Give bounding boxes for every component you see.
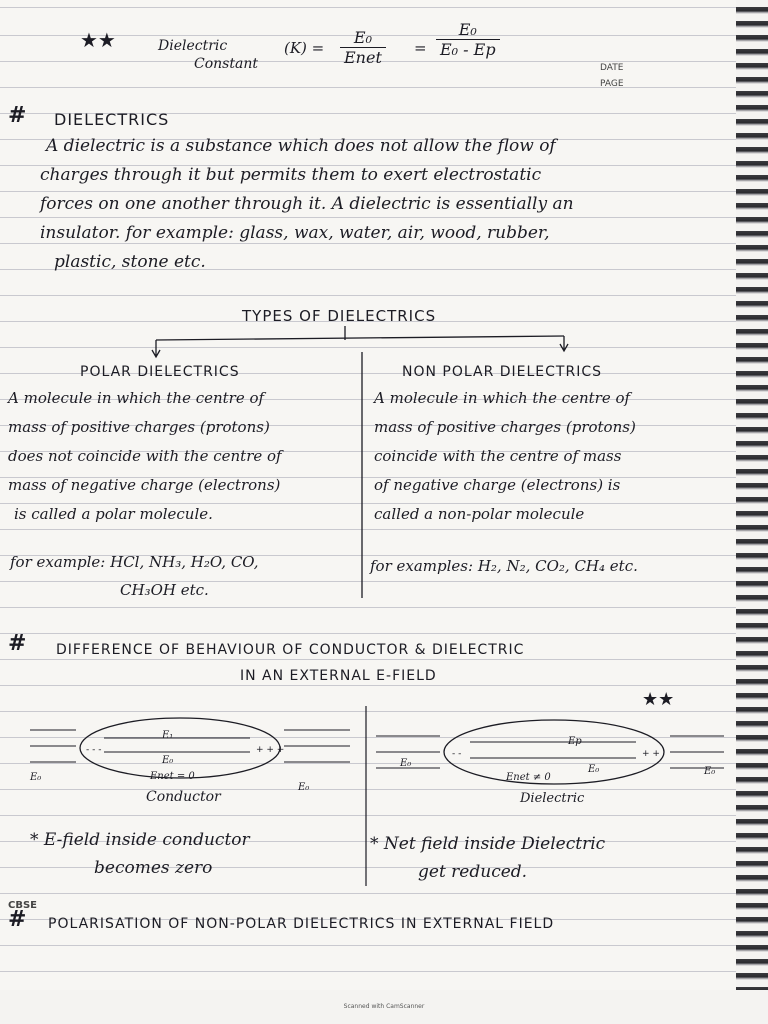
polar-example-2: CH₃OH etc. xyxy=(120,581,209,599)
dielectric-body xyxy=(444,720,664,784)
header-stars: ★★ xyxy=(80,28,116,52)
dielectric-negative-charges: - - xyxy=(452,749,462,759)
polar-example-1: for example: HCl, NH₃, H₂O, CO, xyxy=(10,553,259,571)
date-label: DATE xyxy=(600,63,624,73)
types-left-arrow xyxy=(152,340,160,357)
section-3-title: POLARISATION OF NON-POLAR DIELECTRICS IN EXTERNAL FIELD xyxy=(48,916,555,932)
types-title: TYPES OF DIELECTRICS xyxy=(242,307,437,325)
conductor-outer-e0-left: E₀ xyxy=(30,772,42,783)
header-equals: = xyxy=(414,39,427,57)
paragraph-line: A dielectric is a substance which does not allow the flow of xyxy=(46,136,556,156)
header-constant-word: Constant xyxy=(194,56,258,72)
conductor-positive-charges: + + + xyxy=(256,745,285,755)
dielectric-outer-e0-right: E₀ xyxy=(704,766,716,777)
fraction-2-numerator: E₀ xyxy=(436,20,500,40)
fraction-2-denominator: E₀ - Ep xyxy=(440,40,496,59)
conductor-enet-label: Enet = 0 xyxy=(150,771,195,782)
nonpolar-line: mass of positive charges (protons) xyxy=(374,418,636,436)
dielectric-positive-charges: + + xyxy=(642,749,660,759)
nonpolar-heading: NON POLAR DIELECTRICS xyxy=(402,364,602,380)
dielectric-note-line-1: * Net field inside Dielectric xyxy=(370,834,606,854)
section-1-title: DIELECTRICS xyxy=(54,110,170,129)
polar-line: mass of positive charges (protons) xyxy=(8,418,270,436)
header-dielectric-word: Dielectric xyxy=(158,38,228,54)
section-2-hash: # xyxy=(8,631,27,656)
page-label: PAGE xyxy=(600,79,624,89)
paragraph-line: charges through it but permits them to exert electrostatic xyxy=(40,165,542,185)
types-tree-horizontal xyxy=(156,336,564,340)
cbse-tag: CBSE xyxy=(8,900,37,911)
fraction-1-numerator: E₀ xyxy=(340,28,386,48)
conductor-caption: Conductor xyxy=(146,789,221,805)
polar-line: A molecule in which the centre of xyxy=(8,389,265,407)
section-2-stars: ★★ xyxy=(642,689,675,710)
conductor-body xyxy=(80,718,280,778)
nonpolar-example: for examples: H₂, N₂, CO₂, CH₄ etc. xyxy=(370,557,638,575)
dielectric-enet-label: Enet ≠ 0 xyxy=(506,772,551,783)
types-right-arrow xyxy=(560,336,568,351)
dielectric-e0-inner-label: E₀ xyxy=(588,764,600,775)
polar-line: is called a polar molecule. xyxy=(14,505,213,523)
notebook-spiral-binding xyxy=(736,0,768,990)
polar-line: does not coincide with the centre of xyxy=(8,447,282,465)
section-1-hash: # xyxy=(8,103,27,128)
scanner-watermark: Scanned with CamScanner xyxy=(343,1003,425,1010)
nonpolar-line: A molecule in which the centre of xyxy=(374,389,631,407)
section-3-hash: # xyxy=(8,907,27,932)
paragraph-line: insulator. for example: glass, wax, water, air, wood, rubber, xyxy=(40,223,550,243)
conductor-note-line-1: * E-field inside conductor xyxy=(30,830,250,850)
polar-line: mass of negative charge (electrons) xyxy=(8,476,281,494)
fraction-1-denominator: Enet xyxy=(344,48,382,67)
nonpolar-line: coincide with the centre of mass xyxy=(374,447,622,465)
conductor-negative-charges: - - - xyxy=(86,745,102,755)
paragraph-line: forces on one another through it. A dielectric is essentially an xyxy=(40,194,574,214)
dielectric-note-line-2: get reduced. xyxy=(418,862,528,882)
polar-heading: POLAR DIELECTRICS xyxy=(80,364,240,380)
conductor-e1-label: E₁ xyxy=(162,730,174,741)
dielectric-ep-label: Ep xyxy=(568,736,582,747)
dielectric-caption: Dielectric xyxy=(520,791,585,806)
conductor-outer-e0-right: E₀ xyxy=(298,782,310,793)
nonpolar-line: of negative charge (electrons) is xyxy=(374,476,621,494)
section-2-title-line-1: DIFFERENCE OF BEHAVIOUR OF CONDUCTOR & DIELECTRIC xyxy=(56,642,525,658)
nonpolar-line: called a non-polar molecule xyxy=(374,505,585,523)
conductor-note-line-2: becomes zero xyxy=(94,858,213,878)
dielectric-outer-e0-left: E₀ xyxy=(400,758,412,769)
header-symbol: (K) = xyxy=(284,39,325,57)
section-2-title-line-2: IN AN EXTERNAL E-FIELD xyxy=(240,668,437,684)
paragraph-line: plastic, stone etc. xyxy=(54,252,206,272)
conductor-e0-label: E₀ xyxy=(162,755,174,766)
